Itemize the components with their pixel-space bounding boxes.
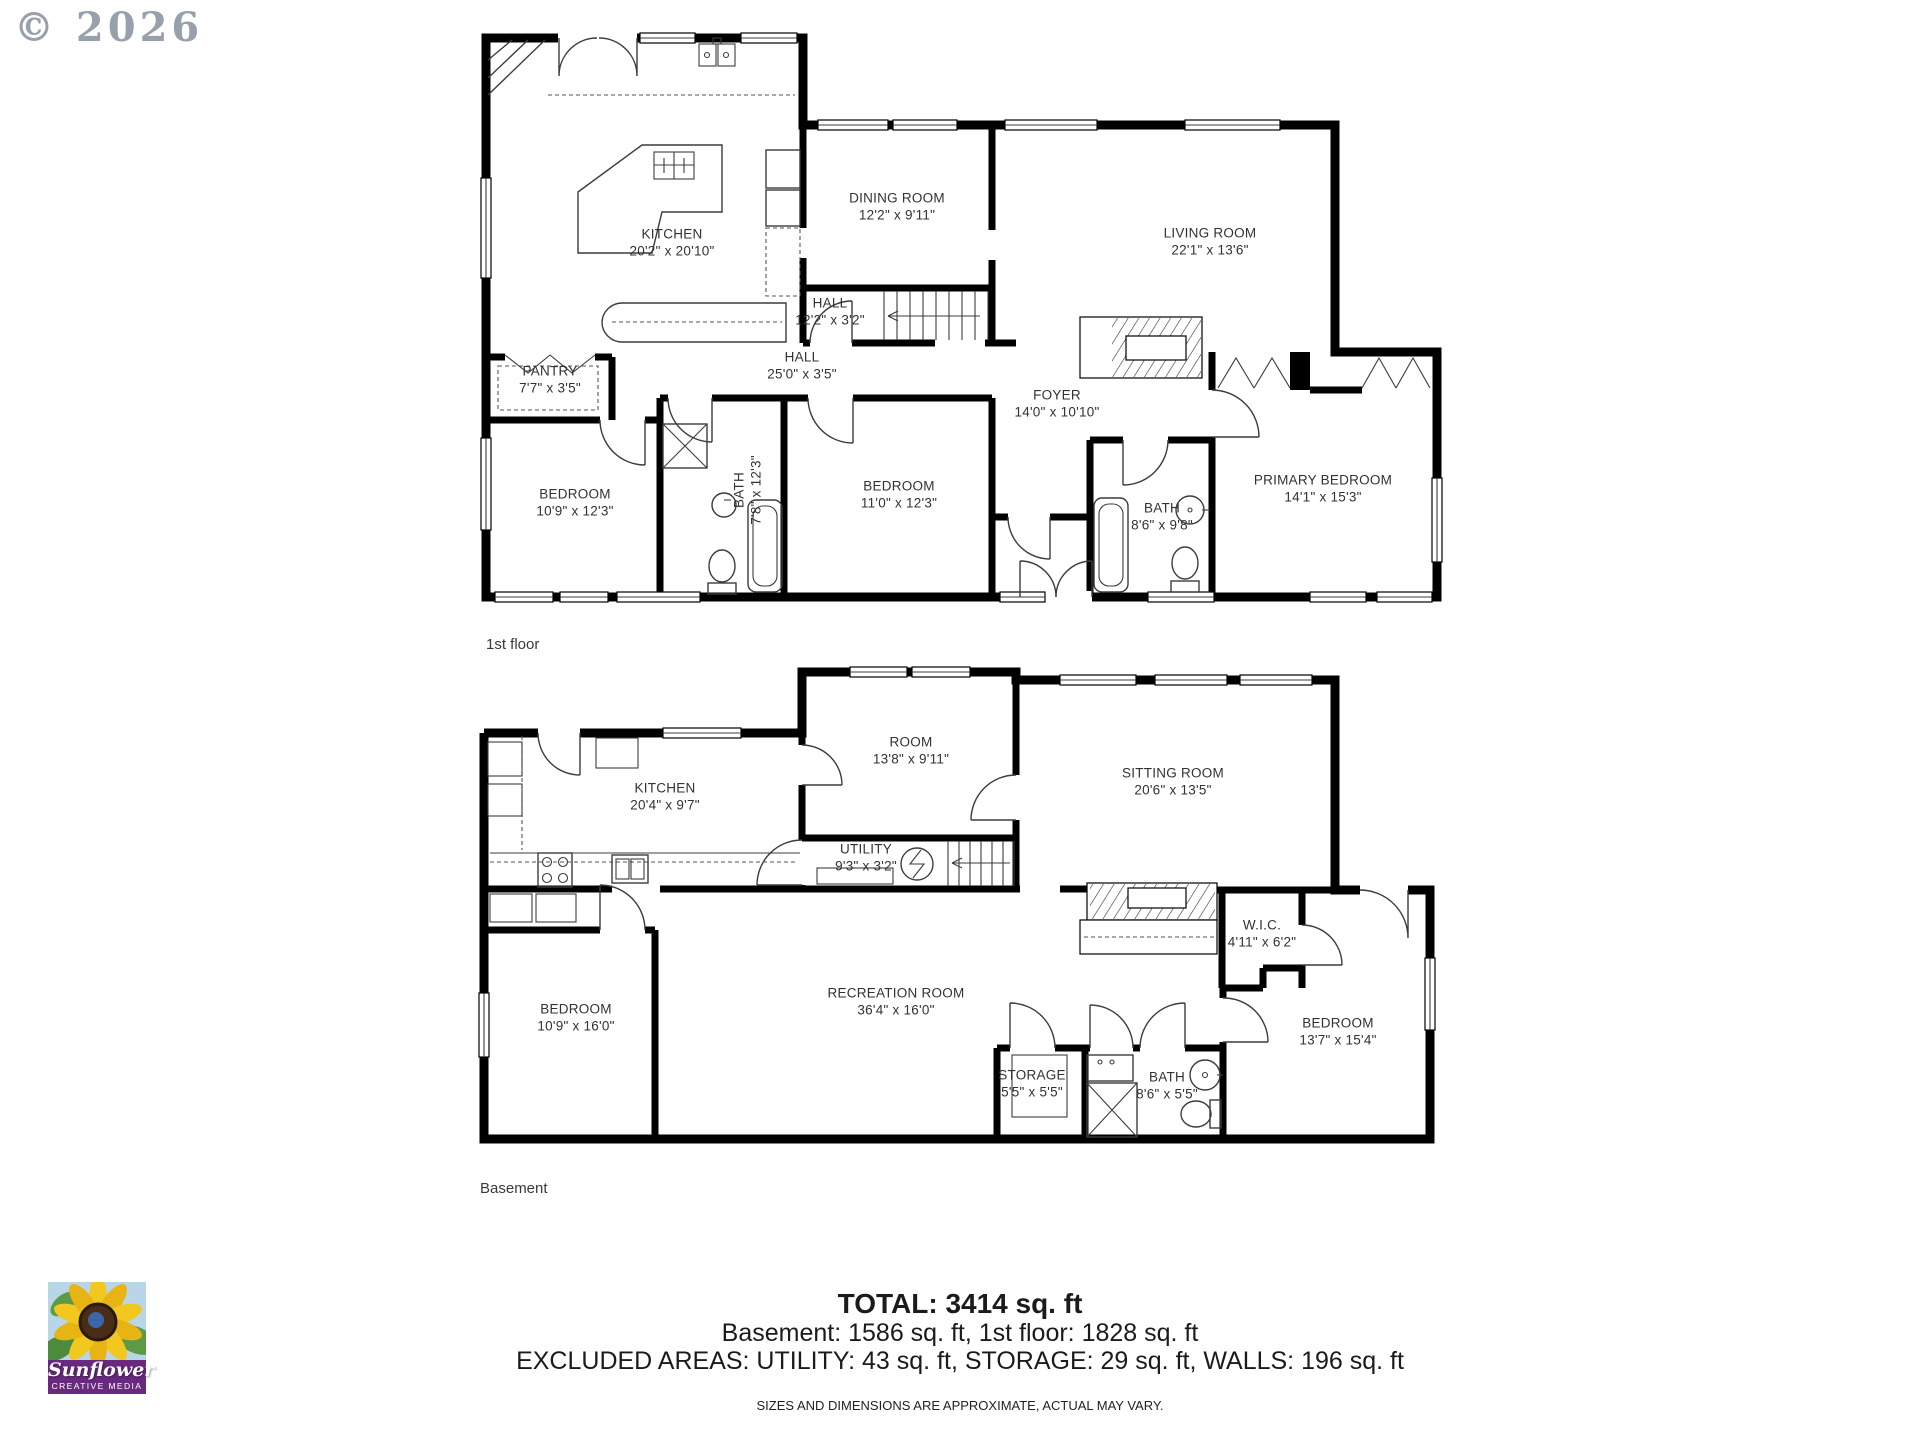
primary-closet-icon bbox=[1218, 352, 1430, 390]
room-label-bedroom2-1f: BEDROOM 11'0" x 12'3" bbox=[860, 478, 938, 510]
room-label-recreation-room: RECREATION ROOM 36'4" x 16'0" bbox=[827, 985, 965, 1017]
sunflower-logo-image bbox=[48, 1282, 146, 1360]
floor-areas-text: Basement: 1586 sq. ft, 1st floor: 1828 sq. ft bbox=[721, 1319, 1199, 1347]
basement-plan bbox=[479, 667, 1435, 1139]
summary-footer bbox=[0, 1288, 1920, 1413]
basement-closet-icon bbox=[490, 894, 576, 922]
room-label-foyer: FOYER 14'0" x 10'10" bbox=[1014, 387, 1100, 419]
room-label-hall-stairs: HALL 12'2" x 3'2" bbox=[795, 295, 865, 327]
room-label-kitchen-1f: KITCHEN 20'2" x 20'10" bbox=[629, 226, 715, 258]
room-label-dining-room: DINING ROOM 12'2" x 9'11" bbox=[849, 190, 945, 222]
room-label-pantry: PANTRY 7'7" x 3'5" bbox=[519, 363, 581, 395]
room-label-bath2-1f: BATH 8'6" x 9'8" bbox=[1131, 500, 1193, 532]
kitchen-island-icon bbox=[488, 38, 800, 342]
basement-fireplace-icon bbox=[1080, 883, 1217, 954]
basement-tag: Basement bbox=[480, 1180, 548, 1197]
room-label-bedroom1-1f: BEDROOM 10'9" x 12'3" bbox=[536, 486, 614, 518]
disclaimer-text: SIZES AND DIMENSIONS ARE APPROXIMATE, ACTUAL MAY VARY. bbox=[756, 1398, 1164, 1413]
total-area-text: TOTAL: 3414 sq. ft bbox=[837, 1288, 1083, 1319]
room-label-kitchen-bsmt: KITCHEN 20'4" x 9'7" bbox=[630, 780, 700, 812]
logo-tagline-text: CREATIVE MEDIA bbox=[51, 1381, 143, 1391]
floor1-plan bbox=[481, 32, 1442, 603]
room-label-primary-bedroom: PRIMARY BEDROOM 14'1" x 15'3" bbox=[1253, 472, 1393, 504]
room-label-wic: W.I.C. 4'11" x 6'2" bbox=[1227, 917, 1297, 949]
room-label-sitting-room: SITTING ROOM 20'6" x 13'5" bbox=[1122, 765, 1224, 797]
excluded-areas-text: EXCLUDED AREAS: UTILITY: 43 sq. ft, STORAGE: 29 sq. ft, WALLS: 196 sq. ft bbox=[516, 1346, 1404, 1375]
fireplace-icon bbox=[1080, 317, 1202, 378]
floor1-tag: 1st floor bbox=[486, 636, 540, 653]
basement-stairs-icon bbox=[948, 841, 1014, 886]
floor1-stairs-icon bbox=[884, 291, 988, 340]
room-label-bedroom-left-bsmt: BEDROOM 10'9" x 16'0" bbox=[537, 1001, 615, 1033]
sunflower-logo bbox=[48, 1282, 155, 1394]
logo-brand-text: Sunflower bbox=[48, 1359, 155, 1381]
room-label-hall-main: HALL 25'0" x 3'5" bbox=[767, 349, 837, 381]
room-label-living-room: LIVING ROOM 22'1" x 13'6" bbox=[1163, 225, 1257, 257]
copyright-watermark: © 2026 bbox=[14, 4, 204, 51]
room-label-bedroom-right-bsmt: BEDROOM 13'7" x 15'4" bbox=[1299, 1015, 1377, 1047]
sunflower-icon bbox=[48, 1282, 146, 1360]
room-label-storage: STORAGE 5'5" x 5'5" bbox=[998, 1067, 1066, 1099]
room-label-bath1-1f: BATH 7'8" x 12'3" bbox=[731, 455, 763, 525]
room-label-utility: UTILITY 9'3" x 3'2" bbox=[835, 841, 897, 873]
room-label-room-bsmt: ROOM 13'8" x 9'11" bbox=[872, 734, 950, 766]
room-label-bath-bsmt: BATH 8'6" x 5'5" bbox=[1136, 1069, 1198, 1101]
